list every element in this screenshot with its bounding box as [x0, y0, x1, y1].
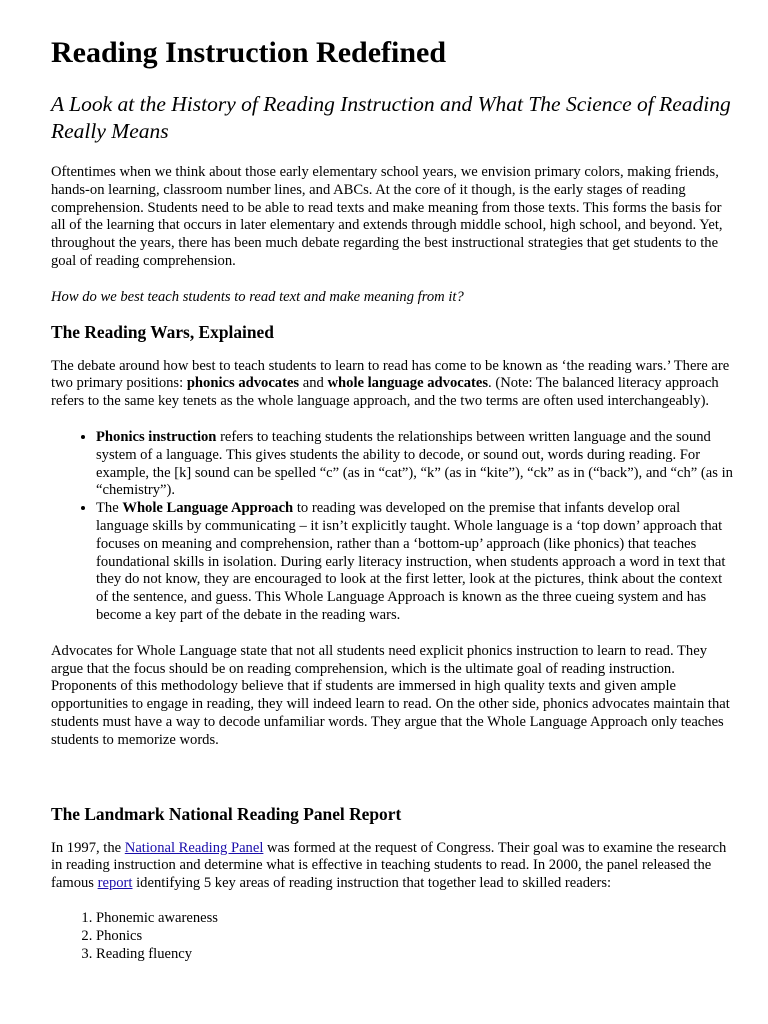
whole-language-approach-term: Whole Language Approach — [122, 500, 294, 517]
panel-paragraph — [51, 840, 733, 893]
debate-text-and: and — [299, 375, 328, 392]
reading-wars-heading: The Reading Wars, Explained — [51, 321, 274, 342]
whole-language-pre: The — [96, 500, 123, 517]
panel-text-mid: was formed at the request of Congress. Their goal was to examine the research in reading instruction and determine what is effective in teaching students to read. In 2000, the panel released the famous — [51, 839, 727, 892]
page-subtitle: A Look at the History of Reading Instruction and What The Science of Reading Really Means — [51, 92, 731, 143]
key-areas-list — [51, 910, 733, 963]
debate-text-before: The debate around how best to teach students to learn to read has come to be known as ‘the reading wars.’ There are two primary positions: — [51, 357, 730, 392]
phonics-instruction-term: Phonics instruction — [96, 428, 217, 445]
landmark-heading: The Landmark National Reading Panel Report — [51, 803, 402, 824]
report-link[interactable]: report — [97, 875, 133, 892]
list-item: 3. Reading fluency — [96, 946, 733, 964]
approaches-list — [51, 429, 733, 625]
reading-wars-paragraph — [51, 358, 733, 411]
panel-text-post: identifying 5 key areas of reading instruction that together lead to skilled readers: — [132, 875, 612, 892]
panel-text-pre: In 1997, the — [51, 839, 125, 856]
guiding-question: How do we best teach students to read text and make meaning from it? — [51, 288, 464, 305]
debate-text-after: . (Note: The balanced literacy approach refers to the same key tenets as the whole language approach, and the two terms are often used interchangeably). — [51, 375, 719, 410]
list-item: 1. Phonemic awareness — [96, 910, 733, 928]
list-item: 2. Phonics — [96, 928, 733, 946]
whole-language-text: to reading was developed on the premise that infants develop oral language skills by communicating – it isn’t explicitly taught. Whole language is a ‘top down’ approach that focuses on meaning and comprehension, rather than a ‘bottom-up’ approach (like phonics) that teaches foundational skills in isolation. During early literacy instruction, when students approach a word in text that they do not know, they are encouraged to look at the first letter, look at the pictures, think about the context of the sentence, and guess. This Whole Language Approach is known as the three cueing system and has become a key part of the debate in the reading wars. — [96, 500, 726, 623]
intro-paragraph: Oftentimes when we think about those early elementary school years, we envision primary colors, making friends, hands-on learning, classroom number lines, and ABCs. At the core of it though, is the early stages of reading comprehension. Students need to be able to read texts and make meaning from those texts. This forms the basis for all of the learning that occurs in later elementary and extends through middle school, high school, and beyond. Yet, throughout the years, there has been much debate regarding the best instructional strategies that get students to the goal of reading comprehension. — [51, 164, 723, 269]
phonics-advocates-term: phonics advocates — [186, 375, 300, 392]
page-title: Reading Instruction Redefined — [51, 36, 447, 69]
national-reading-panel-link[interactable]: National Reading Panel — [124, 839, 264, 856]
list-item-whole-language — [96, 500, 733, 625]
whole-language-advocates-term: whole language advocates — [327, 375, 489, 392]
phonics-instruction-text: refers to teaching students the relationships between written language and the sound system of a language. This gives students the ability to decode, or sound out, words during reading. For example, the [k] sound can be spelled “c” (as in “cat”), “k” (as in “kite”), “ck” as in (“back”), and “ch” (as in “chemistry”). — [96, 428, 733, 499]
advocates-paragraph: Advocates for Whole Language state that not all students need explicit phonics instruction to learn to read. They argue that the focus should be on reading comprehension, which is the ultimate goal of reading instruction. Proponents of this methodology believe that if students are immersed in high quality texts and given ample opportunities to engage in reading, they will indeed learn to read. On the other side, phonics advocates maintain that students must have a way to decode unfamiliar words. They argue that the Whole Language Approach only teaches students to memorize words. — [51, 642, 730, 748]
list-item-phonics — [96, 429, 733, 500]
